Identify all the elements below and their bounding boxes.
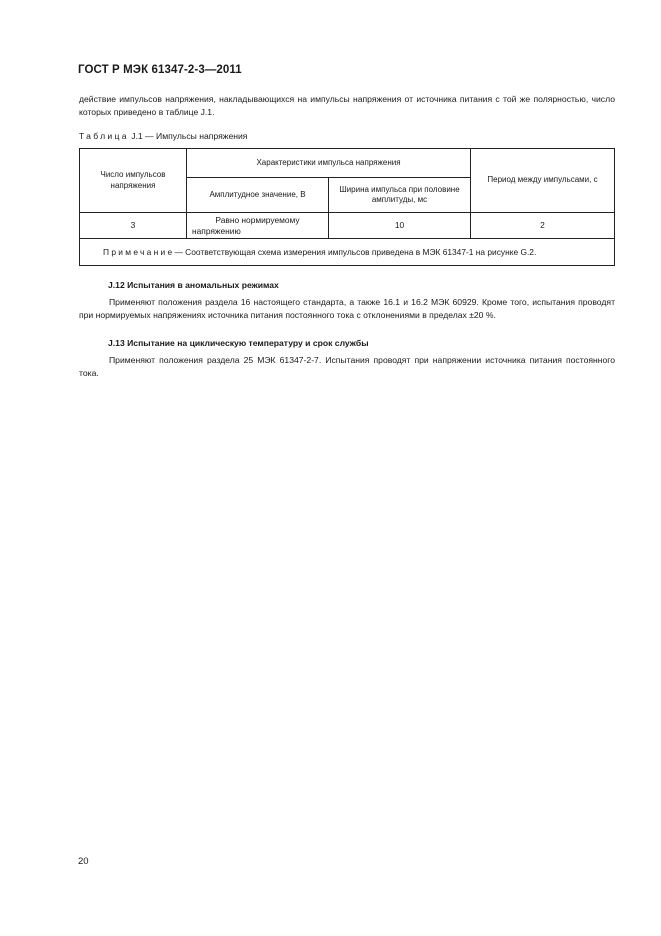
cell-width: 10 — [329, 213, 471, 239]
section-heading-j13: J.13 Испытание на циклическую температуру и срок службы — [108, 338, 369, 348]
table-caption-prefix: Таблица — [79, 131, 129, 141]
cell-count: 3 — [80, 213, 187, 239]
table-caption — [79, 131, 247, 141]
table-row — [80, 213, 615, 239]
header-amplitude: Амплитудное значение, В — [187, 178, 329, 213]
note-label: Примечание — [103, 246, 175, 257]
intro-paragraph: действие импульсов напряжения, накладывающихся на импульсы напряжения от источника питания с той же полярностью, число которых приведено в таблице J.1. — [79, 94, 615, 118]
header-width: Ширина импульса при половине амплитуды, мс — [329, 178, 471, 213]
table-note-row — [80, 239, 615, 266]
cell-period: 2 — [471, 213, 615, 239]
header-period: Период между импульсами, с — [471, 149, 615, 213]
note-text: — Соответствующая схема измерения импульсов приведена в МЭК 61347-1 на рисунке G.2. — [174, 246, 537, 257]
header-characteristics: Характеристики импульса напряжения — [187, 149, 471, 178]
section-text-j13: Применяют положения раздела 25 МЭК 61347-2-7. Испытания проводят при напряжении источника питания постоянного тока. — [79, 355, 615, 379]
cell-amplitude: Равно нормируемому напряжению — [187, 213, 329, 239]
table-header-row — [80, 149, 615, 178]
table-note — [80, 239, 615, 266]
section-heading-j12: J.12 Испытания в аномальных режимах — [108, 280, 279, 290]
page-number: 20 — [78, 856, 89, 867]
impulses-table — [79, 148, 615, 266]
section-text-j12: Применяют положения раздела 16 настоящего стандарта, а также 16.1 и 16.2 МЭК 60929. Кроме того, испытания проводят при нормируемых напряжениях источника питания постоянного тока с отклонениями в пределах ±20 %. — [79, 297, 615, 321]
header-count: Число импульсов напряжения — [80, 149, 187, 213]
document-header: ГОСТ Р МЭК 61347-2-3—2011 — [78, 64, 242, 76]
table-caption-title: J.1 — Импульсы напряжения — [131, 131, 248, 141]
